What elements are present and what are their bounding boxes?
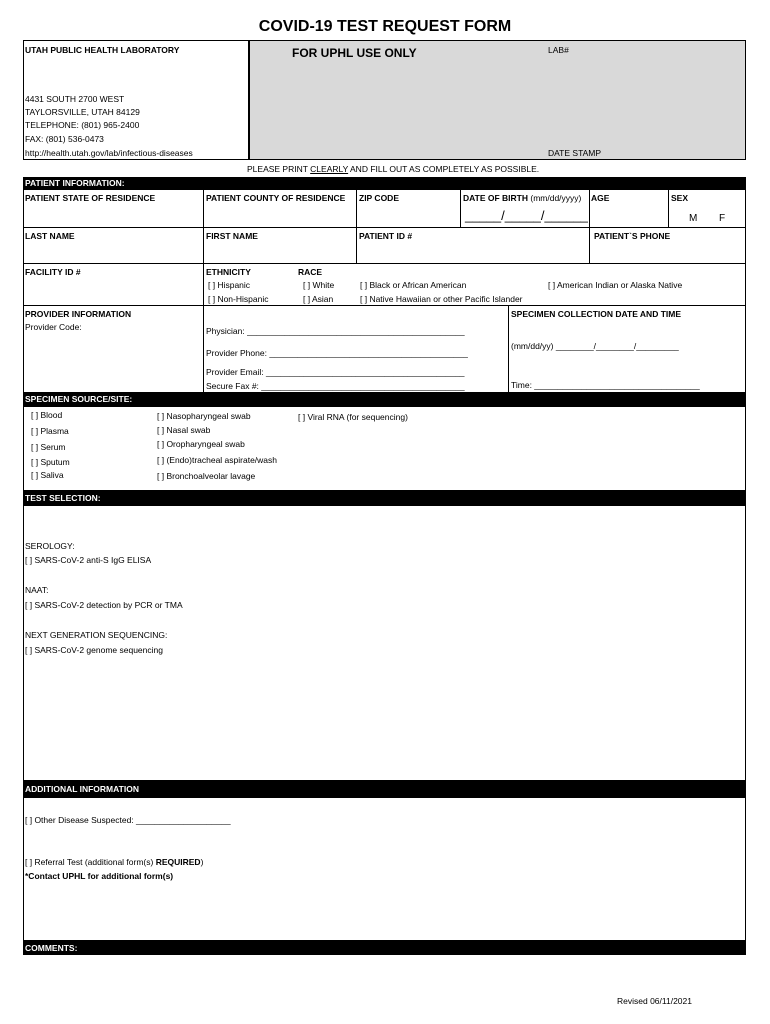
serology-label: SEROLOGY: bbox=[25, 541, 75, 551]
zip-code-label: ZIP CODE bbox=[359, 193, 399, 203]
form-title: COVID-19 TEST REQUEST FORM bbox=[258, 18, 512, 35]
sex-label: SEX bbox=[671, 193, 689, 203]
patient-phone-label: PATIENT`S PHONE bbox=[594, 231, 671, 241]
patient-state-label: PATIENT STATE OF RESIDENCE bbox=[25, 193, 156, 203]
specimen-source-header: SPECIMEN SOURCE/SITE: bbox=[23, 393, 746, 406]
secure-fax-field[interactable]: Secure Fax #: ___________________________________________ bbox=[206, 381, 465, 391]
comments-header: COMMENTS: bbox=[23, 941, 746, 955]
serology-option[interactable]: [ ] SARS-CoV-2 anti-S IgG ELISA bbox=[25, 555, 152, 565]
patient-county-label: PATIENT COUNTY OF RESIDENCE bbox=[206, 193, 346, 203]
patient-info-header: PATIENT INFORMATION: bbox=[23, 177, 746, 190]
lab-address-street: 4431 SOUTH 2700 WEST bbox=[25, 94, 125, 104]
provider-code-label[interactable]: Provider Code: bbox=[25, 322, 82, 332]
date-stamp-label: DATE STAMP bbox=[548, 148, 602, 158]
other-disease-field[interactable]: [ ] Other Disease Suspected: ____________________ bbox=[25, 815, 231, 825]
ethnicity-hispanic[interactable]: [ ] Hispanic bbox=[208, 280, 251, 290]
specimen-option[interactable]: [ ] Saliva bbox=[31, 470, 64, 480]
lab-fax: FAX: (801) 536-0473 bbox=[25, 134, 104, 144]
additional-info-header: ADDITIONAL INFORMATION bbox=[23, 781, 746, 797]
collection-time-field[interactable]: Time: ___________________________________ bbox=[511, 380, 700, 390]
collection-date-field[interactable]: (mm/dd/yy) ________/________/_________ bbox=[511, 341, 679, 351]
specimen-option[interactable]: [ ] Plasma bbox=[31, 426, 69, 436]
patient-id-label: PATIENT ID # bbox=[359, 231, 413, 241]
physician-field[interactable]: Physician: ______________________________________________ bbox=[206, 326, 465, 336]
referral-test-option[interactable]: [ ] Referral Test (additional form(s) REQUIRED) bbox=[25, 857, 204, 867]
lab-number-label: LAB# bbox=[548, 45, 569, 55]
specimen-option[interactable]: [ ] Viral RNA (for sequencing) bbox=[298, 412, 408, 422]
test-selection-box bbox=[23, 505, 746, 781]
provider-email-field[interactable]: Provider Email: __________________________________________ bbox=[206, 367, 465, 377]
dob-field[interactable]: _____/_____/______ bbox=[465, 208, 588, 223]
ethnicity-label: ETHNICITY bbox=[206, 267, 251, 277]
specimen-option[interactable]: [ ] Oropharyngeal swab bbox=[157, 439, 245, 449]
collection-datetime-label: SPECIMEN COLLECTION DATE AND TIME bbox=[511, 309, 681, 319]
first-name-label: FIRST NAME bbox=[206, 231, 258, 241]
test-selection-header: TEST SELECTION: bbox=[23, 491, 746, 505]
lab-address-city: TAYLORSVILLE, UTAH 84129 bbox=[25, 107, 140, 117]
lab-website[interactable]: http://health.utah.gov/lab/infectious-diseases bbox=[25, 148, 193, 158]
contact-note: *Contact UPHL for additional form(s) bbox=[25, 871, 174, 881]
specimen-option[interactable]: [ ] (Endo)tracheal aspirate/wash bbox=[157, 455, 278, 465]
race-white[interactable]: [ ] White bbox=[303, 280, 335, 290]
race-label: RACE bbox=[298, 267, 323, 277]
ngs-label: NEXT GENERATION SEQUENCING: bbox=[25, 630, 168, 640]
sex-option-m[interactable]: M bbox=[689, 213, 698, 224]
provider-info-label: PROVIDER INFORMATION bbox=[25, 309, 132, 319]
naat-option[interactable]: [ ] SARS-CoV-2 detection by PCR or TMA bbox=[25, 600, 183, 610]
age-label: AGE bbox=[591, 193, 610, 203]
race-asian[interactable]: [ ] Asian bbox=[303, 294, 334, 304]
uphl-use-only-label: FOR UPHL USE ONLY bbox=[292, 46, 417, 60]
specimen-option[interactable]: [ ] Blood bbox=[31, 410, 63, 420]
specimen-option[interactable]: [ ] Nasal swab bbox=[157, 425, 211, 435]
specimen-option[interactable]: [ ] Bronchoalveolar lavage bbox=[157, 471, 256, 481]
race-nhpi[interactable]: [ ] Native Hawaiian or other Pacific Islander bbox=[360, 294, 523, 304]
sex-option-f[interactable]: F bbox=[719, 213, 726, 224]
ethnicity-non-hispanic[interactable]: [ ] Non-Hispanic bbox=[208, 294, 269, 304]
revision-date: Revised 06/11/2021 bbox=[617, 996, 692, 1006]
facility-id-label: FACILITY ID # bbox=[25, 267, 81, 277]
race-black[interactable]: [ ] Black or African American bbox=[360, 280, 467, 290]
lab-phone: TELEPHONE: (801) 965-2400 bbox=[25, 120, 140, 130]
race-aian[interactable]: [ ] American Indian or Alaska Native bbox=[548, 280, 683, 290]
last-name-label: LAST NAME bbox=[25, 231, 75, 241]
instructions: PLEASE PRINT CLEARLY AND FILL OUT AS COMPLETELY AS POSSIBLE. bbox=[247, 164, 540, 174]
specimen-option[interactable]: [ ] Serum bbox=[31, 442, 66, 452]
ngs-option[interactable]: [ ] SARS-CoV-2 genome sequencing bbox=[25, 645, 163, 655]
lab-name: UTAH PUBLIC HEALTH LABORATORY bbox=[25, 45, 180, 55]
specimen-option[interactable]: [ ] Nasopharyngeal swab bbox=[157, 411, 251, 421]
provider-phone-field[interactable]: Provider Phone: __________________________________________ bbox=[206, 348, 468, 358]
naat-label: NAAT: bbox=[25, 585, 49, 595]
dob-label: DATE OF BIRTH (mm/dd/yyyy) bbox=[463, 193, 582, 203]
specimen-option[interactable]: [ ] Sputum bbox=[31, 457, 70, 467]
